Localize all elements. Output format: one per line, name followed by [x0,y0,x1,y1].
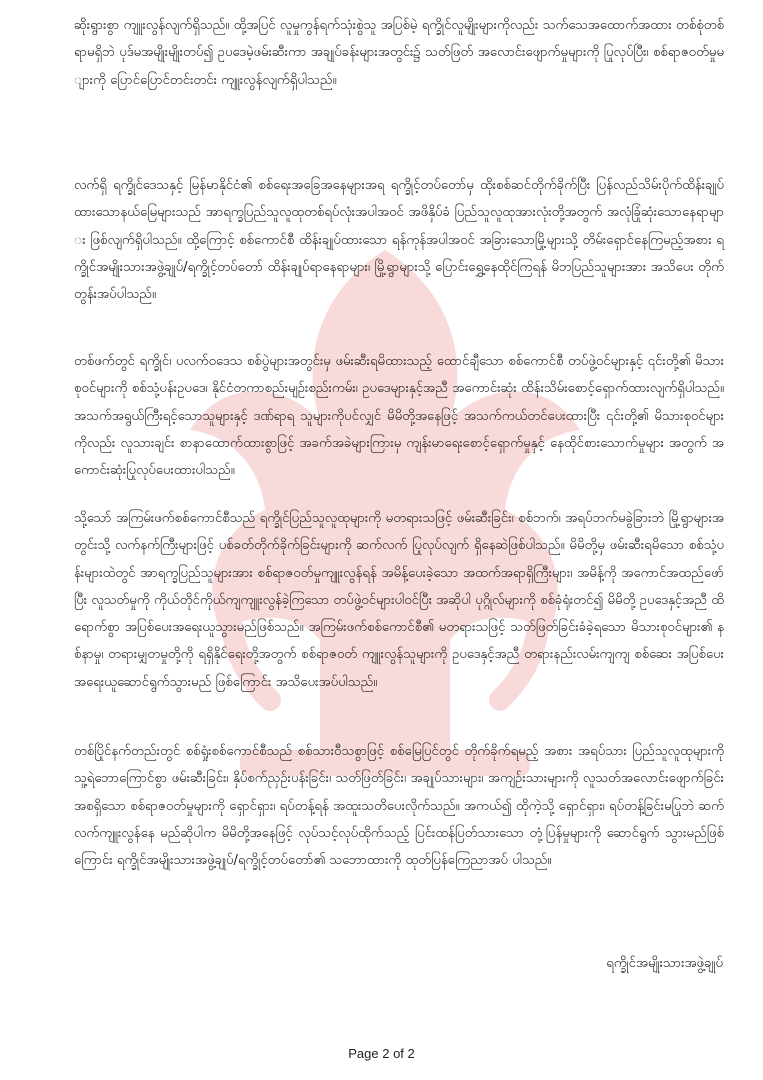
paragraph-2: လက်ရှိ ရက္ခိုင်ဒေသနှင့် မြန်မာနိုင်ငံ၏ စစ်ရေးအခြေအနေများအရ ရက္ခိုင့်တပ်တော်မှ ထိုးစစ်ဆင်တိုက်ခိုက်ပြီး ပြန်လည်သိမ်းပိုက်ထိန်းချုပ်ထားသောနယ်မြေများသည် အာရက္ခပြည်သူလူထုတစ်ရပ်လုံးအပါအဝင် အဖိနှိပ်ခံ ပြည်သူလူထုအားလုံးတို့အတွက် အလုံခြုံဆုံးသောနေရာများ ဖြစ်လျက်ရှိပါသည်။ ထို့ကြောင့် စစ်ကောင်စီ ထိန်းချုပ်ထားသော ရန်ကုန်အပါအဝင် အခြားသောမြို့များသို့ တိမ်းရှောင်နေကြမည့်အစား ရက္ခိုင်အမျိုးသားအဖွဲ့ချုပ်/ရက္ခိုင့်တပ်တော် ထိန်းချုပ်ရာနေရာများ၊ မြို့ရွာများသို့ ပြောင်းရွှေ့နေထိုင်ကြရန် မိဘပြည်သူများအား အသိပေး တိုက်တွန်းအပ်ပါသည်။ [74,178,724,303]
paragraph-5: တစ်ပြိုင်နက်တည်းတွင် စစ်ရှုံးစစ်ကောင်စီသည် စစ်သားဝီသစွာဖြင့် စစ်မြေပြင်တွင် တိုက်ခိုက်ရမည့် အစား အရပ်သား ပြည်သူလူထုများကို သူ့ရဲဘောကြောင်စွာ ဖမ်းဆီးခြင်း၊ နှိပ်စက်ညှဉ်းပန်းခြင်း၊ သတ်ဖြတ်ခြင်း၊ အချုပ်သားများ၊ အကျဉ်းသားများကို လူသတ်အလောင်းဖျောက်ခြင်း အစရှိသော စစ်ရာဇဝတ်မှုများကို ရှောင်ရှား၊ ရပ်တန့်ရန် အထူးသတိပေးလိုက်သည်။ အကယ်၍ ထိုကဲ့သို့ ရှောင်ရှား၊ ရပ်တန့်ခြင်းမပြုဘဲ ဆက်လက်ကျူးလွန်နေ မည်ဆိုပါက မိမိတို့အနေဖြင့် လုပ်သင့်လုပ်ထိုက်သည့် ပြင်းထန်ပြတ်သားသော တုံ့ပြန်မှုများကို ဆောင်ရွက် သွားမည်ဖြစ်ကြောင်း ရက္ခိုင်အမျိုးသားအဖွဲ့ချုပ်/ရက္ခိုင့်တပ်တော်၏ သဘောထားကို ထုတ်ပြန်ကြေညာအပ် ပါသည်။ [74,744,724,869]
paragraph-1: ဆိုးရွားစွာ ကျူးလွန်လျက်ရှိသည်။ ထို့အပြင် လူမှုကွန်ရက်သုံးစွဲသူ အပြစ်မဲ့ ရက္ခိုင်လူမျိုးများကိုလည်း သက်သေအထောက်အထား တစ်စုံတစ်ရာမရှိဘဲ ပုဒ်မအမျိုးမျိုးတပ်၍ ဥပဒေမဲ့ဖမ်းဆီးကာ အချုပ်ခန်းများအတွင်း၌ သတ်ဖြတ် အလောင်းဖျောက်မှုများကို ပြုလုပ်ပြီး၊ စစ်ရာဇဝတ်မှုများကို ပြောင်ပြောင်တင်းတင်း ကျူးလွန်လျက်ရှိပါသည်။ [74,18,724,88]
signature-organization: ရက္ခိုင်အမျိုးသားအဖွဲ့ချုပ် [606,956,723,971]
paragraph-3: တစ်ဖက်တွင် ရက္ခိုင်၊ ပလက်ဝဒေသ စစ်ပွဲများအတွင်းမှ ဖမ်းဆီးရမိထားသည့် ထောင်ချီသော စစ်ကောင်စီ တပ်ဖွဲ့ဝင်များနှင့် ၎င်းတို့၏ မိသားစုဝင်များကို စစ်သုံ့ပန်းဥပဒေ၊ နိုင်ငံတကာစည်းမျဉ်းစည်းကမ်း၊ ဥပဒေများနှင့်အညီ အကောင်းဆုံး ထိန်းသိမ်းစောင့်ရှောက်ထားလျက်ရှိပါသည်။ အသက်အရွယ်ကြီးရင့်သောသူများနှင့် ဒဏ်ရာရ သူများကိုပင်လျှင် မိမိတို့အနေဖြင့် အသက်ကယ်တင်ပေးထားပြီး ၎င်းတို့၏ မိသားစုဝင်များကိုလည်း လူသားချင်း စာနာထောက်ထားစွာဖြင့် အခက်အခဲများကြားမှ ကျန်းမာရေးစောင့်ရှောက်မှုနှင့် နေထိုင်စားသောက်မှုများ အတွက် အကောင်းဆုံးပြုလုပ်ပေးထားပါသည်။ [74,354,724,479]
page-number: Page 2 of 2 [348,1046,415,1061]
paragraph-4: သို့သော် အကြမ်းဖက်စစ်ကောင်စီသည် ရက္ခိုင်ပြည်သူလူထုများကို မတရားသဖြင့် ဖမ်းဆီးခြင်း၊ စစ်ဘက်၊ အရပ်ဘက်မခွဲခြားဘဲ မြို့ရွာများအတွင်းသို့ လက်နက်ကြီးများဖြင့် ပစ်ခတ်တိုက်ခိုက်ခြင်းများကို ဆက်လက် ပြုလုပ်လျက် ရှိနေဆဲဖြစ်ပါသည်။ မိမိတို့မှ ဖမ်းဆီးရမိသော စစ်သုံ့ပန်းများထဲတွင် အာရက္ခပြည်သူများအား စစ်ရာဇဝတ်မှုကျူးလွန်ရန် အမိန့်ပေးခဲ့သော အထက်အရာရှိကြီးများ၊ အမိန့်ကို အကောင်အထည်ဖော်ပြီး လူသတ်မှုကို ကိုယ်တိုင်ကိုယ်ကျကျူးလွန်ခဲ့ကြသော တပ်ဖွဲ့ဝင်များပါဝင်ပြီး အဆိုပါ ပုဂ္ဂိုလ်များကို စစ်ခုံရုံးတင်၍ မိမိတို့ ဥပဒေနှင့်အညီ ထိရောက်စွာ အပြစ်ပေးအရေးယူသွားမည်ဖြစ်သည်။ အကြမ်းဖက်စစ်ကောင်စီ၏ မတရားသဖြင့် သတ်ဖြတ်ခြင်းခံခဲ့ရသော မိသားစုဝင်များ၏ နစ်နာမှု၊ တရားမျှတမှုတို့ကို ရရှိနိုင်ရေးတို့အတွက် စစ်ရာဇဝတ် ကျူးလွန်သူများကို ဥပဒေနှင့်အညီ တရားနည်းလမ်းကျကျ စစ်ဆေး အပြစ်ပေး အရေးယူဆောင်ရွက်သွားမည် ဖြစ်ကြောင်း အသိပေးအပ်ပါသည်။ [74,511,724,690]
